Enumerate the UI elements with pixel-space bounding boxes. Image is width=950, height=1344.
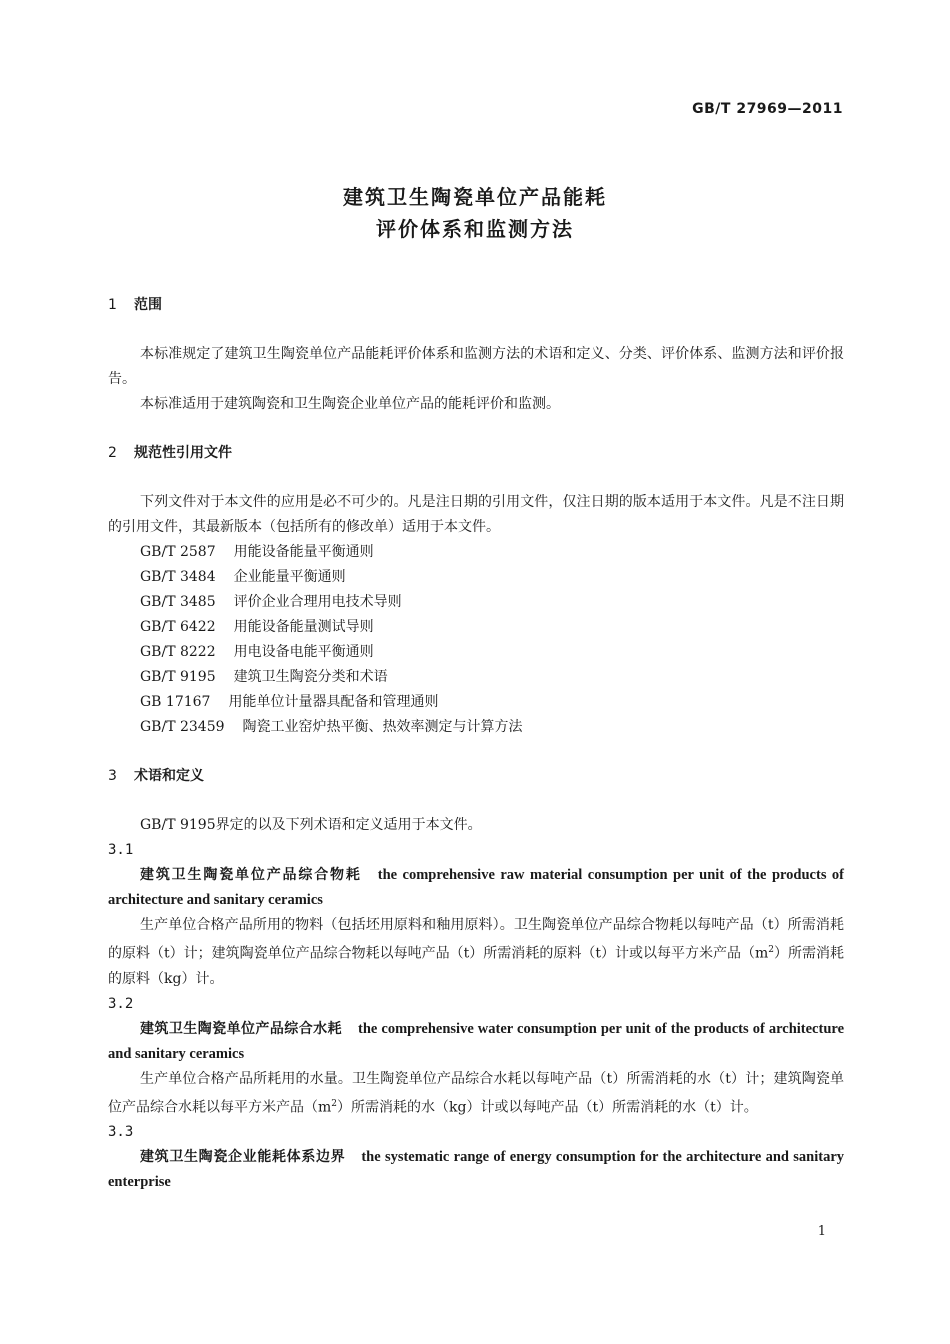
term-entry: 建筑卫生陶瓷单位产品综合水耗 the comprehensive water consumption per unit of the products of architecture and sanitary ceramics <box>108 1020 844 1062</box>
section-heading-scope: 1 范围 <box>108 297 162 313</box>
reference-item: GB/T 3484 企业能量平衡通则 <box>140 569 346 585</box>
section-heading-terms-definitions: 3 术语和定义 <box>108 768 204 784</box>
paragraph: GB/T 9195界定的以及下列术语和定义适用于本文件。 <box>140 817 482 833</box>
reference-item: GB/T 8222 用电设备电能平衡通则 <box>140 644 374 660</box>
reference-item: GB/T 23459 陶瓷工业窑炉热平衡、热效率测定与计算方法 <box>140 719 523 735</box>
term-definition: 生产单位合格产品所耗用的水量。卫生陶瓷单位产品综合水耗以每吨产品（t）所需消耗的水（t）计；建筑陶瓷单位产品综合水耗以每平方米产品$(m^2)$所需消耗的水（kg）计或以每吨产品（t）所需消耗的水（t）计。 <box>108 1070 844 1116</box>
reference-item: GB/T 3485 评价企业合理用电技术导则 <box>140 594 402 610</box>
reference-list <box>108 540 844 740</box>
reference-item: GB/T 6422 用能设备能量测试导则 <box>140 619 374 635</box>
document-body <box>108 293 844 1195</box>
page-number: 1 <box>817 1224 826 1239</box>
term-entry: 建筑卫生陶瓷企业能耗体系边界 the systematic range of energy consumption for the architecture and sanitary enterprise <box>108 1149 845 1191</box>
term-number: 3.2 <box>108 995 134 1012</box>
reference-item: GB 17167 用能单位计量器具配备和管理通则 <box>140 694 439 710</box>
term-definition: 生产单位合格产品所用的物料（包括坯用原料和釉用原料）。卫生陶瓷单位产品综合物耗以每吨产品（t）所需消耗的原料（t）计；建筑陶瓷单位产品综合物耗以每吨产品（t）所需消耗的原料（t）计或以每平方米产品$(m^2)$所需消耗的原料（kg）计。 <box>108 917 844 987</box>
paragraph: 下列文件对于本文件的应用是必不可少的。凡是注日期的引用文件，仅注日期的版本适用于本文件。凡是不注日期的引用文件，其最新版本（包括所有的修改单）适用于本文件。 <box>108 494 844 535</box>
term-number: 3.1 <box>108 842 134 858</box>
term-entry: 建筑卫生陶瓷单位产品综合物耗 the comprehensive raw material consumption per unit of the products of architecture and sanitary ceramics <box>108 867 845 908</box>
paragraph: 本标准适用于建筑陶瓷和卫生陶瓷企业单位产品的能耗评价和监测。 <box>140 396 560 412</box>
title-line-1: 建筑卫生陶瓷单位产品能耗 <box>343 185 607 209</box>
title-line-2: 评价体系和监测方法 <box>376 217 574 241</box>
reference-item: GB/T 9195 建筑卫生陶瓷分类和术语 <box>140 669 388 685</box>
reference-item: GB/T 2587 用能设备能量平衡通则 <box>140 544 374 560</box>
section-heading-normative-references: 2 规范性引用文件 <box>108 445 232 461</box>
term-number: 3.3 <box>108 1124 134 1141</box>
paragraph: 本标准规定了建筑卫生陶瓷单位产品能耗评价体系和监测方法的术语和定义、分类、评价体系、监测方法和评价报告。 <box>108 346 844 387</box>
document-title <box>0 181 950 245</box>
standard-code: GB/T 27969—2011 <box>692 101 843 117</box>
